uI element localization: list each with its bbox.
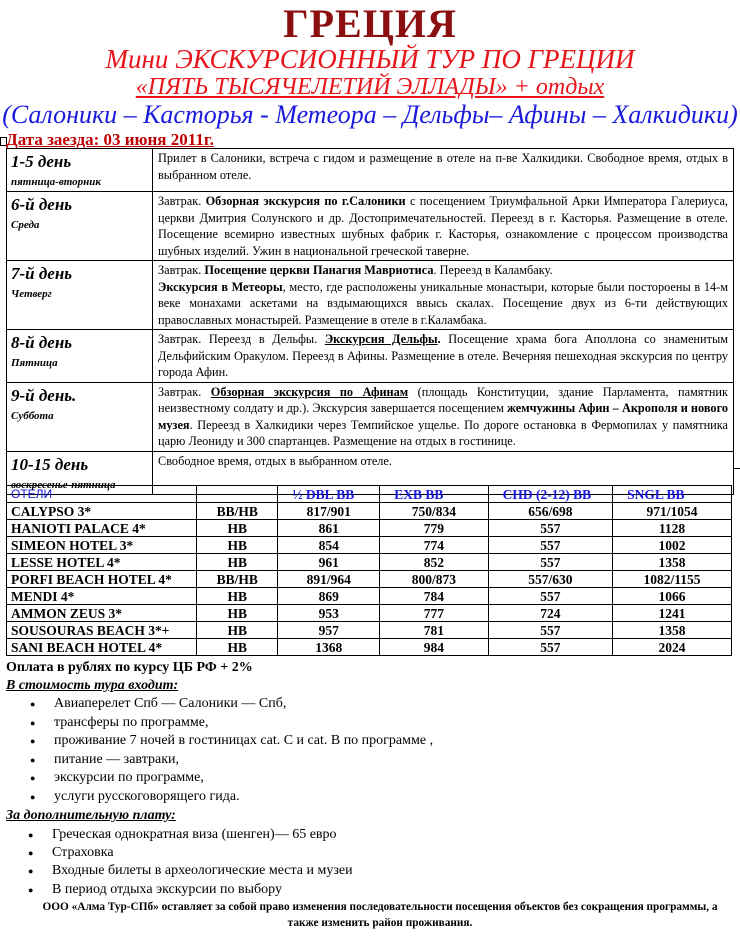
- column-header: EXB BB: [380, 486, 488, 503]
- price-cell: 724: [488, 605, 613, 622]
- price-cell: 750/834: [380, 503, 488, 520]
- hotel-name: AMMON ZEUS 3*: [7, 605, 197, 622]
- description-text: Завтрак.: [158, 384, 211, 399]
- weekday-label: пятница-вторник: [11, 176, 101, 188]
- price-cell: 869: [278, 588, 380, 605]
- price-cell: 957: [278, 622, 380, 639]
- highlight-text: Экскурсия Дельфы: [324, 332, 438, 346]
- included-heading: В стоимость тура входит:: [6, 678, 179, 693]
- day-label: 10-15 день: [11, 454, 89, 474]
- price-cell: 557: [488, 639, 613, 656]
- price-cell: 777: [380, 605, 488, 622]
- description-text: . Переезд в Халкидики через Темпийское ущелье. По дороге остановка в Фермопилах у памятника царю Леониду и 300 спартанцев. Размещение на отдых в гостинице.: [158, 417, 728, 448]
- column-header: [197, 486, 278, 503]
- price-cell: 1128: [613, 520, 732, 537]
- price-cell: 854: [278, 537, 380, 554]
- price-cell: 656/698: [488, 503, 613, 520]
- price-cell: 891/964: [278, 571, 380, 588]
- price-cell: 953: [278, 605, 380, 622]
- description-text: Прилет в Салоники, встреча с гидом и размещение в отеле на п-ве Халкидики. Свободное время, отдых в выбранном отеле.: [158, 151, 728, 182]
- hotel-name: LESSE HOTEL 4*: [7, 554, 197, 571]
- table-row: [7, 639, 732, 656]
- meal-plan: HB: [197, 588, 278, 605]
- price-cell: 961: [278, 554, 380, 571]
- description-text: Свободное время, отдых в выбранном отеле.: [158, 453, 392, 468]
- description-text: Завтрак. Переезд в Дельфы.: [158, 332, 325, 346]
- price-cell: 2024: [613, 639, 732, 656]
- table-row: [7, 503, 732, 520]
- price-cell: 1358: [613, 622, 732, 639]
- meal-plan: HB: [197, 554, 278, 571]
- weekday-label: Суббота: [11, 409, 54, 422]
- list-item: ● экскурсии по программе,: [30, 769, 433, 788]
- list-item: ● Страховка: [28, 844, 353, 862]
- highlight-text: Обзорная экскурсия по Афинам: [210, 384, 409, 399]
- description-text: Посещение храма бога Аполлона со знаменитым Дельфийским Оракулом. Переезд в Афины. Размещение в отеле. Вечерняя пешеходная экскурсия по центру города Афин.: [158, 332, 729, 379]
- price-cell: 779: [380, 520, 488, 537]
- list-item: ● питание — завтраки,: [30, 751, 433, 770]
- column-header: SNGL BB: [613, 486, 732, 503]
- meal-plan: HB: [197, 605, 278, 622]
- price-cell: 557: [488, 537, 613, 554]
- price-cell: 781: [380, 622, 488, 639]
- meal-plan: HB: [197, 622, 278, 639]
- extra-cost-list: [28, 826, 353, 899]
- description-text: . Переезд в Каламбаку.: [433, 263, 553, 277]
- meal-plan: BB/HB: [197, 571, 278, 588]
- arrival-date: Дата заезда: 03 июня 2011г.: [6, 130, 214, 149]
- price-cell: 1368: [278, 639, 380, 656]
- extra-heading: За дополнительную плату:: [6, 808, 176, 823]
- weekday-label: Пятница: [11, 357, 58, 369]
- list-item: ● услуги русскоговорящего гида.: [30, 788, 433, 807]
- list-item: ● Входные билеты в археологические места и музеи: [28, 862, 353, 880]
- table-row: [7, 571, 732, 588]
- price-cell: 971/1054: [613, 503, 732, 520]
- price-cell: 817/901: [278, 503, 380, 520]
- column-header: ½ DBL BB: [278, 486, 380, 503]
- list-item: ● В период отдыха экскурсии по выбору: [28, 881, 353, 899]
- price-cell: 861: [278, 520, 380, 537]
- price-cell: 800/873: [380, 571, 488, 588]
- table-row: [7, 520, 732, 537]
- itinerary-row: [7, 192, 734, 261]
- price-cell: 1066: [613, 588, 732, 605]
- table-row: [7, 622, 732, 639]
- price-cell: 557: [488, 554, 613, 571]
- price-cell: 1241: [613, 605, 732, 622]
- hotel-name: SOUSOURAS BEACH 3*+: [7, 622, 197, 639]
- day-description: [153, 382, 734, 451]
- price-cell: 852: [380, 554, 488, 571]
- weekday-label: воскресенье-пятница: [11, 478, 116, 491]
- itinerary-row: [7, 149, 734, 192]
- description-text: , место, где расположены уникальные монастыри, которые были постороены в 14-м веке монахами аскетами на вздымающихся ввысь скалах. Посещение двух из 6-ти действующих православных монастырей. Размещение в отеле в г.Каламбака.: [158, 279, 728, 327]
- meal-plan: HB: [197, 520, 278, 537]
- day-cell: [7, 149, 153, 192]
- hotel-name: SANI BEACH HOTEL 4*: [7, 639, 197, 656]
- meal-plan: HB: [197, 639, 278, 656]
- route-line: (Салоники – Касторья - Метеора – Дельфы– Афины – Халкидики): [2, 100, 738, 129]
- hotel-price-table: [6, 485, 732, 656]
- day-description: [153, 192, 734, 261]
- weekday-label: Среда: [11, 219, 40, 231]
- table-row: [7, 554, 732, 571]
- day-cell: [7, 330, 153, 383]
- day-cell: [7, 382, 153, 451]
- price-cell: 1082/1155: [613, 571, 732, 588]
- list-item: ● трансферы по программе,: [30, 714, 433, 733]
- day-label: 7-й день: [11, 264, 73, 283]
- day-label: 1-5 день: [11, 152, 72, 171]
- day-description: [153, 261, 734, 330]
- weekday-label: Четверг: [11, 288, 52, 300]
- included-list: [30, 695, 433, 806]
- column-header: ОТЕЛИ: [7, 486, 197, 503]
- description-text: Завтрак.: [158, 194, 206, 208]
- price-cell: 784: [380, 588, 488, 605]
- highlight-text: Обзорная экскурсия по г.Салоники: [205, 194, 406, 208]
- hotel-name: CALYPSO 3*: [7, 503, 197, 520]
- price-cell: 557: [488, 588, 613, 605]
- description-text: (площадь Конституции, здание Парламента, памятник неизвестному солдату и др.). Экскурсия завершается посещением: [158, 384, 728, 415]
- price-cell: 1002: [613, 537, 732, 554]
- day-label: 6-й день: [11, 195, 73, 214]
- list-item: ● Авиаперелет Спб — Салоники — Спб,: [30, 695, 433, 714]
- list-item: ● проживание 7 ночей в гостиницах cat. C и cat. B по программе ,: [30, 732, 433, 751]
- meal-plan: BB/HB: [197, 503, 278, 520]
- price-cell: 557: [488, 520, 613, 537]
- table-header-row: [7, 486, 732, 503]
- table-row: [7, 605, 732, 622]
- itinerary-row: [7, 261, 734, 330]
- tour-subtitle: Мини ЭКСКУРСИОННЫЙ ТУР ПО ГРЕЦИИ: [105, 44, 635, 74]
- disclaimer: ООО «Алма Тур-СПб» оставляет за собой право изменения последовательности посещения объектов без сокращения программы, а также изменить район проживания.: [42, 901, 718, 929]
- column-header: CHD (2-12) BB: [488, 486, 613, 503]
- table-row: [7, 537, 732, 554]
- price-cell: 984: [380, 639, 488, 656]
- day-label: 8-й день: [11, 333, 73, 352]
- itinerary-row: [7, 382, 734, 451]
- hotel-name: MENDI 4*: [7, 588, 197, 605]
- payment-note: Оплата в рублях по курсу ЦБ РФ + 2%: [6, 660, 253, 675]
- highlight-text: .: [437, 332, 441, 346]
- price-cell: 774: [380, 537, 488, 554]
- meal-plan: HB: [197, 537, 278, 554]
- hotel-name: SIMEON HOTEL 3*: [7, 537, 197, 554]
- program-name: «ПЯТЬ ТЫСЯЧЕЛЕТИЙ ЭЛЛАДЫ» + отдых: [135, 74, 605, 100]
- day-description: [153, 330, 734, 383]
- highlight-text: жемчужины Афин – Акрополя и нового музея: [158, 401, 728, 432]
- page-title: ГРЕЦИЯ: [283, 1, 457, 46]
- day-cell: [7, 261, 153, 330]
- day-cell: [7, 192, 153, 261]
- hotel-name: HANIOTI PALACE 4*: [7, 520, 197, 537]
- table-row: [7, 588, 732, 605]
- description-text: с посещением Триумфальной Арки Императора Галериуса, церкви Дмитрия Солунского и др. Достопримечательностей. Переезд в г. Касторья. Размещение в отеле. Посещение всемирно известных шубных фабрик г. Касторья, ознакомление с процессом производства шубных изделий. Ужин в национальной греческой таверне.: [158, 194, 729, 258]
- day-description: [153, 149, 734, 192]
- price-cell: 557/630: [488, 571, 613, 588]
- itinerary-row: [7, 330, 734, 383]
- price-cell: 1358: [613, 554, 732, 571]
- list-item: ● Греческая однократная виза (шенген)— 65 евро: [28, 826, 353, 844]
- itinerary-table: [6, 148, 734, 495]
- highlight-text: Посещение церкви Панагия Мавриотиса: [204, 263, 434, 277]
- table-end-marker: [733, 462, 740, 469]
- description-text: Завтрак.: [158, 263, 205, 277]
- price-cell: 557: [488, 622, 613, 639]
- highlight-text: Экскурсия в Метеоры: [158, 279, 283, 294]
- hotel-name: PORFI BEACH HOTEL 4*: [7, 571, 197, 588]
- day-label: 9-й день.: [11, 385, 77, 405]
